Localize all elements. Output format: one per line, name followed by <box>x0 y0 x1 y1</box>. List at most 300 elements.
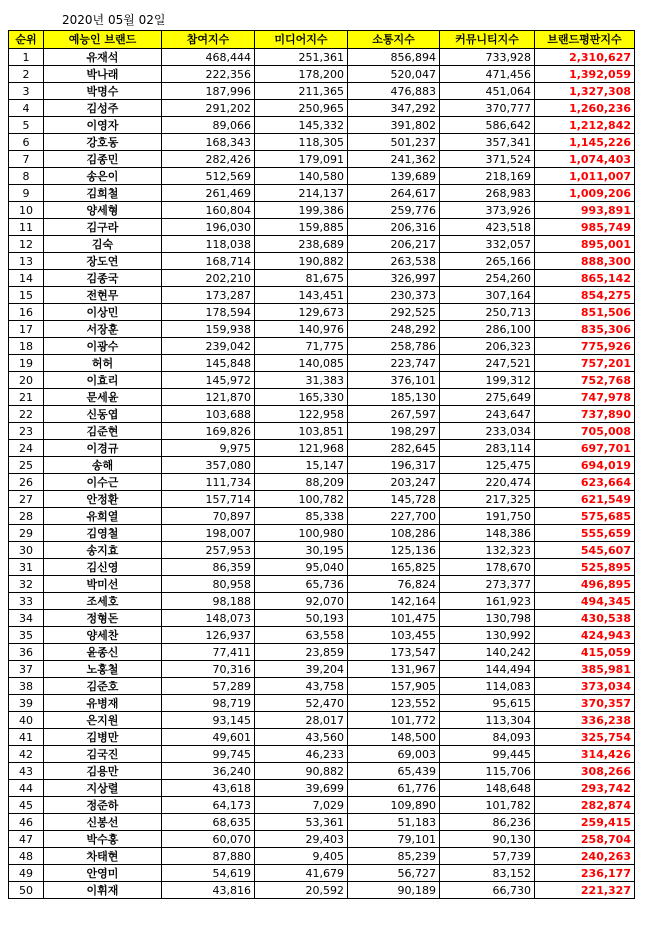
participation-cell: 202,210 <box>162 270 255 287</box>
name-cell: 이상민 <box>44 304 162 321</box>
brand-reputation-table <box>8 30 635 899</box>
table-row <box>9 763 635 780</box>
reputation-score-cell: 282,874 <box>535 797 635 814</box>
participation-cell: 291,202 <box>162 100 255 117</box>
communication-cell: 223,747 <box>348 355 440 372</box>
rank-cell: 37 <box>9 661 44 678</box>
table-row <box>9 695 635 712</box>
name-cell: 서장훈 <box>44 321 162 338</box>
table-row <box>9 304 635 321</box>
community-cell: 84,093 <box>440 729 535 746</box>
media-cell: 250,965 <box>255 100 348 117</box>
communication-cell: 131,967 <box>348 661 440 678</box>
reputation-score-cell: 697,701 <box>535 440 635 457</box>
table-row <box>9 780 635 797</box>
media-cell: 15,147 <box>255 457 348 474</box>
media-cell: 118,305 <box>255 134 348 151</box>
media-cell: 23,859 <box>255 644 348 661</box>
community-cell: 144,494 <box>440 661 535 678</box>
participation-cell: 173,287 <box>162 287 255 304</box>
media-cell: 129,673 <box>255 304 348 321</box>
reputation-score-cell: 308,266 <box>535 763 635 780</box>
table-row <box>9 729 635 746</box>
rank-cell: 18 <box>9 338 44 355</box>
communication-cell: 258,786 <box>348 338 440 355</box>
table-row <box>9 321 635 338</box>
table-row <box>9 678 635 695</box>
name-cell: 김숙 <box>44 236 162 253</box>
media-cell: 190,882 <box>255 253 348 270</box>
table-row <box>9 117 635 134</box>
reputation-score-cell: 430,538 <box>535 610 635 627</box>
media-cell: 9,405 <box>255 848 348 865</box>
media-cell: 46,233 <box>255 746 348 763</box>
communication-cell: 292,525 <box>348 304 440 321</box>
participation-cell: 357,080 <box>162 457 255 474</box>
communication-cell: 241,362 <box>348 151 440 168</box>
participation-cell: 64,173 <box>162 797 255 814</box>
media-cell: 178,200 <box>255 66 348 83</box>
communication-cell: 123,552 <box>348 695 440 712</box>
rank-cell: 41 <box>9 729 44 746</box>
rank-cell: 34 <box>9 610 44 627</box>
communication-cell: 85,239 <box>348 848 440 865</box>
community-cell: 57,739 <box>440 848 535 865</box>
name-cell: 정준하 <box>44 797 162 814</box>
rank-cell: 44 <box>9 780 44 797</box>
rank-cell: 30 <box>9 542 44 559</box>
reputation-score-cell: 705,008 <box>535 423 635 440</box>
media-cell: 63,558 <box>255 627 348 644</box>
reputation-score-cell: 1,392,059 <box>535 66 635 83</box>
header-brand-reputation-index: 브랜드평판지수 <box>535 31 635 49</box>
community-cell: 275,649 <box>440 389 535 406</box>
media-cell: 50,193 <box>255 610 348 627</box>
reputation-score-cell: 293,742 <box>535 780 635 797</box>
participation-cell: 126,937 <box>162 627 255 644</box>
name-cell: 신동엽 <box>44 406 162 423</box>
name-cell: 차태현 <box>44 848 162 865</box>
community-cell: 113,304 <box>440 712 535 729</box>
reputation-score-cell: 895,001 <box>535 236 635 253</box>
media-cell: 165,330 <box>255 389 348 406</box>
table-row <box>9 559 635 576</box>
reputation-score-cell: 993,891 <box>535 202 635 219</box>
reputation-score-cell: 259,415 <box>535 814 635 831</box>
name-cell: 장도연 <box>44 253 162 270</box>
table-row <box>9 49 635 66</box>
name-cell: 안영미 <box>44 865 162 882</box>
rank-cell: 22 <box>9 406 44 423</box>
community-cell: 125,475 <box>440 457 535 474</box>
name-cell: 이영자 <box>44 117 162 134</box>
media-cell: 122,958 <box>255 406 348 423</box>
rank-cell: 14 <box>9 270 44 287</box>
community-cell: 83,152 <box>440 865 535 882</box>
table-row <box>9 406 635 423</box>
name-cell: 조세호 <box>44 593 162 610</box>
community-cell: 218,169 <box>440 168 535 185</box>
name-cell: 김희철 <box>44 185 162 202</box>
communication-cell: 65,439 <box>348 763 440 780</box>
communication-cell: 101,772 <box>348 712 440 729</box>
rank-cell: 26 <box>9 474 44 491</box>
media-cell: 238,689 <box>255 236 348 253</box>
rank-cell: 19 <box>9 355 44 372</box>
participation-cell: 160,804 <box>162 202 255 219</box>
communication-cell: 61,776 <box>348 780 440 797</box>
rank-cell: 48 <box>9 848 44 865</box>
table-row <box>9 882 635 899</box>
table-row <box>9 712 635 729</box>
rank-cell: 20 <box>9 372 44 389</box>
communication-cell: 56,727 <box>348 865 440 882</box>
communication-cell: 198,297 <box>348 423 440 440</box>
table-row <box>9 746 635 763</box>
community-cell: 471,456 <box>440 66 535 83</box>
media-cell: 251,361 <box>255 49 348 66</box>
communication-cell: 230,373 <box>348 287 440 304</box>
reputation-score-cell: 737,890 <box>535 406 635 423</box>
reputation-score-cell: 314,426 <box>535 746 635 763</box>
communication-cell: 203,247 <box>348 474 440 491</box>
reputation-score-cell: 325,754 <box>535 729 635 746</box>
reputation-score-cell: 525,895 <box>535 559 635 576</box>
community-cell: 217,325 <box>440 491 535 508</box>
participation-cell: 178,594 <box>162 304 255 321</box>
name-cell: 윤종신 <box>44 644 162 661</box>
rank-cell: 17 <box>9 321 44 338</box>
community-cell: 115,706 <box>440 763 535 780</box>
name-cell: 박수홍 <box>44 831 162 848</box>
name-cell: 송은이 <box>44 168 162 185</box>
media-cell: 100,980 <box>255 525 348 542</box>
communication-cell: 206,316 <box>348 219 440 236</box>
participation-cell: 159,938 <box>162 321 255 338</box>
community-cell: 132,323 <box>440 542 535 559</box>
table-row <box>9 83 635 100</box>
name-cell: 이수근 <box>44 474 162 491</box>
name-cell: 유희열 <box>44 508 162 525</box>
communication-cell: 79,101 <box>348 831 440 848</box>
reputation-score-cell: 370,357 <box>535 695 635 712</box>
name-cell: 전현무 <box>44 287 162 304</box>
table-row <box>9 627 635 644</box>
rank-cell: 27 <box>9 491 44 508</box>
participation-cell: 93,145 <box>162 712 255 729</box>
rank-cell: 16 <box>9 304 44 321</box>
reputation-score-cell: 415,059 <box>535 644 635 661</box>
rank-cell: 2 <box>9 66 44 83</box>
name-cell: 신봉선 <box>44 814 162 831</box>
table-row <box>9 287 635 304</box>
participation-cell: 99,745 <box>162 746 255 763</box>
name-cell: 김신영 <box>44 559 162 576</box>
rank-cell: 43 <box>9 763 44 780</box>
name-cell: 양세형 <box>44 202 162 219</box>
table-row <box>9 542 635 559</box>
community-cell: 370,777 <box>440 100 535 117</box>
participation-cell: 198,007 <box>162 525 255 542</box>
table-row <box>9 355 635 372</box>
reputation-score-cell: 865,142 <box>535 270 635 287</box>
participation-cell: 89,066 <box>162 117 255 134</box>
header-media-index: 미디어지수 <box>255 31 348 49</box>
reputation-score-cell: 1,009,206 <box>535 185 635 202</box>
participation-cell: 512,569 <box>162 168 255 185</box>
table-row <box>9 236 635 253</box>
communication-cell: 145,728 <box>348 491 440 508</box>
rank-cell: 47 <box>9 831 44 848</box>
community-cell: 250,713 <box>440 304 535 321</box>
reputation-score-cell: 424,943 <box>535 627 635 644</box>
community-cell: 332,057 <box>440 236 535 253</box>
header-rank: 순위 <box>9 31 44 49</box>
table-row <box>9 797 635 814</box>
communication-cell: 206,217 <box>348 236 440 253</box>
community-cell: 357,341 <box>440 134 535 151</box>
table-row <box>9 440 635 457</box>
table-body <box>9 49 635 899</box>
table-row <box>9 372 635 389</box>
reputation-score-cell: 1,327,308 <box>535 83 635 100</box>
reputation-score-cell: 985,749 <box>535 219 635 236</box>
media-cell: 39,204 <box>255 661 348 678</box>
media-cell: 159,885 <box>255 219 348 236</box>
reputation-score-cell: 854,275 <box>535 287 635 304</box>
media-cell: 39,699 <box>255 780 348 797</box>
reputation-score-cell: 1,260,236 <box>535 100 635 117</box>
community-cell: 307,164 <box>440 287 535 304</box>
communication-cell: 326,997 <box>348 270 440 287</box>
reputation-score-cell: 575,685 <box>535 508 635 525</box>
reputation-score-cell: 555,659 <box>535 525 635 542</box>
community-cell: 371,524 <box>440 151 535 168</box>
reputation-score-cell: 494,345 <box>535 593 635 610</box>
communication-cell: 227,700 <box>348 508 440 525</box>
table-row <box>9 644 635 661</box>
table-row <box>9 848 635 865</box>
participation-cell: 54,619 <box>162 865 255 882</box>
media-cell: 211,365 <box>255 83 348 100</box>
media-cell: 30,195 <box>255 542 348 559</box>
media-cell: 100,782 <box>255 491 348 508</box>
community-cell: 99,445 <box>440 746 535 763</box>
name-cell: 문세윤 <box>44 389 162 406</box>
rank-cell: 10 <box>9 202 44 219</box>
participation-cell: 49,601 <box>162 729 255 746</box>
communication-cell: 125,136 <box>348 542 440 559</box>
communication-cell: 157,905 <box>348 678 440 695</box>
reputation-score-cell: 2,310,627 <box>535 49 635 66</box>
table-row <box>9 831 635 848</box>
communication-cell: 173,547 <box>348 644 440 661</box>
media-cell: 143,451 <box>255 287 348 304</box>
table-row <box>9 491 635 508</box>
rank-cell: 49 <box>9 865 44 882</box>
reputation-score-cell: 236,177 <box>535 865 635 882</box>
community-cell: 283,114 <box>440 440 535 457</box>
participation-cell: 169,826 <box>162 423 255 440</box>
rank-cell: 23 <box>9 423 44 440</box>
participation-cell: 43,618 <box>162 780 255 797</box>
media-cell: 7,029 <box>255 797 348 814</box>
rank-cell: 6 <box>9 134 44 151</box>
name-cell: 송해 <box>44 457 162 474</box>
rank-cell: 33 <box>9 593 44 610</box>
participation-cell: 222,356 <box>162 66 255 83</box>
media-cell: 92,070 <box>255 593 348 610</box>
rank-cell: 21 <box>9 389 44 406</box>
community-cell: 161,923 <box>440 593 535 610</box>
participation-cell: 9,975 <box>162 440 255 457</box>
community-cell: 178,670 <box>440 559 535 576</box>
reputation-score-cell: 775,926 <box>535 338 635 355</box>
media-cell: 140,976 <box>255 321 348 338</box>
communication-cell: 501,237 <box>348 134 440 151</box>
participation-cell: 196,030 <box>162 219 255 236</box>
table-row <box>9 525 635 542</box>
participation-cell: 118,038 <box>162 236 255 253</box>
table-row <box>9 593 635 610</box>
communication-cell: 90,189 <box>348 882 440 899</box>
reputation-score-cell: 851,506 <box>535 304 635 321</box>
header-communication-index: 소통지수 <box>348 31 440 49</box>
name-cell: 김성주 <box>44 100 162 117</box>
name-cell: 박명수 <box>44 83 162 100</box>
name-cell: 정형돈 <box>44 610 162 627</box>
communication-cell: 248,292 <box>348 321 440 338</box>
communication-cell: 267,597 <box>348 406 440 423</box>
name-cell: 김준호 <box>44 678 162 695</box>
name-cell: 김구라 <box>44 219 162 236</box>
participation-cell: 43,816 <box>162 882 255 899</box>
media-cell: 95,040 <box>255 559 348 576</box>
participation-cell: 145,972 <box>162 372 255 389</box>
communication-cell: 108,286 <box>348 525 440 542</box>
participation-cell: 148,073 <box>162 610 255 627</box>
table-row <box>9 457 635 474</box>
name-cell: 김국진 <box>44 746 162 763</box>
reputation-score-cell: 621,549 <box>535 491 635 508</box>
rank-cell: 4 <box>9 100 44 117</box>
media-cell: 43,560 <box>255 729 348 746</box>
table-row <box>9 185 635 202</box>
participation-cell: 36,240 <box>162 763 255 780</box>
reputation-score-cell: 496,895 <box>535 576 635 593</box>
name-cell: 노홍철 <box>44 661 162 678</box>
community-cell: 90,130 <box>440 831 535 848</box>
participation-cell: 145,848 <box>162 355 255 372</box>
media-cell: 199,386 <box>255 202 348 219</box>
communication-cell: 148,500 <box>348 729 440 746</box>
community-cell: 86,236 <box>440 814 535 831</box>
media-cell: 41,679 <box>255 865 348 882</box>
name-cell: 김종민 <box>44 151 162 168</box>
participation-cell: 80,958 <box>162 576 255 593</box>
table-row <box>9 134 635 151</box>
community-cell: 423,518 <box>440 219 535 236</box>
table-row <box>9 474 635 491</box>
participation-cell: 70,316 <box>162 661 255 678</box>
rank-cell: 7 <box>9 151 44 168</box>
communication-cell: 376,101 <box>348 372 440 389</box>
name-cell: 이휘재 <box>44 882 162 899</box>
rank-cell: 1 <box>9 49 44 66</box>
reputation-score-cell: 1,074,403 <box>535 151 635 168</box>
participation-cell: 103,688 <box>162 406 255 423</box>
name-cell: 이경규 <box>44 440 162 457</box>
community-cell: 148,648 <box>440 780 535 797</box>
rank-cell: 42 <box>9 746 44 763</box>
name-cell: 지상렬 <box>44 780 162 797</box>
participation-cell: 468,444 <box>162 49 255 66</box>
media-cell: 121,968 <box>255 440 348 457</box>
table-row <box>9 66 635 83</box>
participation-cell: 239,042 <box>162 338 255 355</box>
communication-cell: 196,317 <box>348 457 440 474</box>
communication-cell: 139,689 <box>348 168 440 185</box>
media-cell: 140,580 <box>255 168 348 185</box>
participation-cell: 98,719 <box>162 695 255 712</box>
rank-cell: 13 <box>9 253 44 270</box>
participation-cell: 77,411 <box>162 644 255 661</box>
community-cell: 130,798 <box>440 610 535 627</box>
media-cell: 28,017 <box>255 712 348 729</box>
name-cell: 안정환 <box>44 491 162 508</box>
rank-cell: 24 <box>9 440 44 457</box>
community-cell: 373,926 <box>440 202 535 219</box>
participation-cell: 57,289 <box>162 678 255 695</box>
reputation-score-cell: 240,263 <box>535 848 635 865</box>
community-cell: 114,083 <box>440 678 535 695</box>
name-cell: 유재석 <box>44 49 162 66</box>
participation-cell: 111,734 <box>162 474 255 491</box>
reputation-score-cell: 1,212,842 <box>535 117 635 134</box>
header-participation-index: 참여지수 <box>162 31 255 49</box>
participation-cell: 121,870 <box>162 389 255 406</box>
media-cell: 88,209 <box>255 474 348 491</box>
reputation-score-cell: 1,145,226 <box>535 134 635 151</box>
communication-cell: 69,003 <box>348 746 440 763</box>
rank-cell: 12 <box>9 236 44 253</box>
report-date: 2020년 05월 02일 <box>62 13 166 27</box>
table-row <box>9 270 635 287</box>
reputation-score-cell: 545,607 <box>535 542 635 559</box>
communication-cell: 282,645 <box>348 440 440 457</box>
participation-cell: 157,714 <box>162 491 255 508</box>
name-cell: 김준현 <box>44 423 162 440</box>
name-cell: 김병만 <box>44 729 162 746</box>
community-cell: 95,615 <box>440 695 535 712</box>
reputation-score-cell: 694,019 <box>535 457 635 474</box>
name-cell: 김용만 <box>44 763 162 780</box>
reputation-score-cell: 1,011,007 <box>535 168 635 185</box>
communication-cell: 264,617 <box>348 185 440 202</box>
media-cell: 81,675 <box>255 270 348 287</box>
name-cell: 이광수 <box>44 338 162 355</box>
community-cell: 273,377 <box>440 576 535 593</box>
community-cell: 206,323 <box>440 338 535 355</box>
table-row <box>9 253 635 270</box>
reputation-score-cell: 373,034 <box>535 678 635 695</box>
rank-cell: 36 <box>9 644 44 661</box>
reputation-score-cell: 888,300 <box>535 253 635 270</box>
media-cell: 20,592 <box>255 882 348 899</box>
table-row <box>9 168 635 185</box>
media-cell: 103,851 <box>255 423 348 440</box>
table-row <box>9 865 635 882</box>
